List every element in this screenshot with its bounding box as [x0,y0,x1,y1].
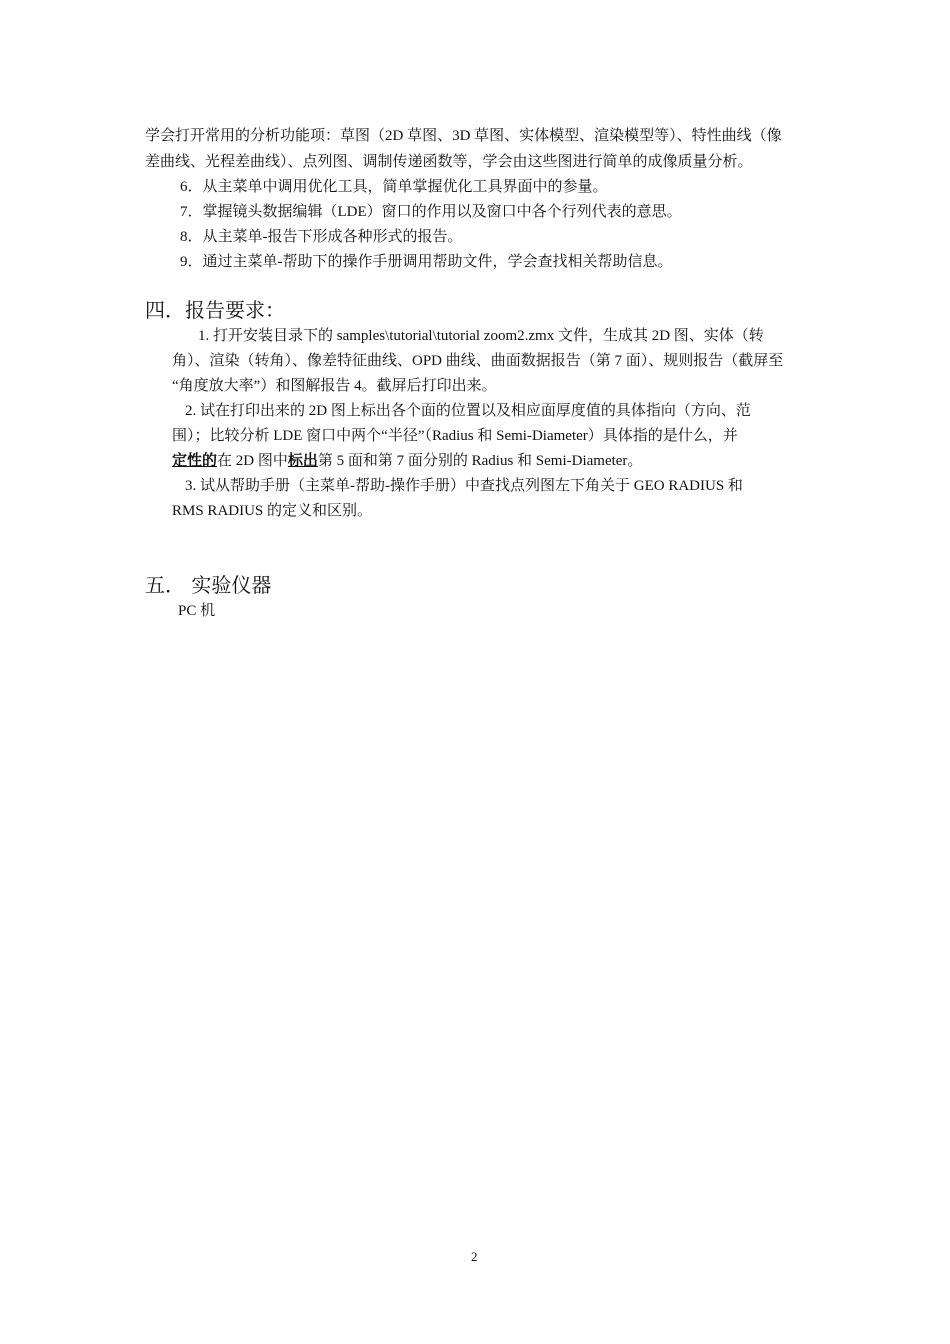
requirement-line [172,451,642,471]
requirement-line: 1. 打开安装目录下的 samples\tutorial\tutorial zoom2.zmx 文件，生成其 2D 图、实体（转 [198,328,764,344]
requirement-line: 围）；比较分析 LDE 窗口中两个“半径”（Radius 和 Semi-Diameter）具体指的是什么，并 [172,428,738,444]
section-content: PC 机 [178,603,216,619]
requirement-line: “角度放大率”）和图解报告 4。截屏后打印出来。 [172,378,497,394]
text-span: 第 5 面和第 7 面分别的 Radius 和 Semi-Diameter。 [317,453,643,469]
requirement-line: 2. 试在打印出来的 2D 图上标出各个面的位置以及相应面厚度值的具体指向（方向、范 [185,403,751,419]
emphasis-text: 定性的 [172,453,218,469]
section-heading: 四．报告要求： [145,298,285,322]
requirement-line: 角）、渲染（转角）、像差特征曲线、OPD 曲线、曲面数据报告（第 7 面）、规则报告（截屏至 [172,353,784,369]
requirement-line: RMS RADIUS 的定义和区别。 [172,503,373,519]
text-span: 在 2D 图中 [217,453,288,469]
requirement-line: 3. 试从帮助手册（主菜单-帮助-操作手册）中查找点列图左下角关于 GEO RADIUS 和 [185,478,743,494]
list-item: 9．通过主菜单-帮助下的操作手册调用帮助文件，学会查找相关帮助信息。 [180,254,673,270]
list-item: 6．从主菜单中调用优化工具，简单掌握优化工具界面中的参量。 [180,179,608,195]
paragraph-line: 学会打开常用的分析功能项：草图（2D 草图、3D 草图、实体模型、渲染模型等）、特性曲线（像 [145,128,782,144]
page-number: 2 [471,1249,478,1264]
list-item: 7．掌握镜头数据编辑（LDE）窗口的作用以及窗口中各个行列代表的意思。 [180,204,682,220]
emphasis-text: 标出 [287,453,318,469]
section-heading: 五． 实验仪器 [145,573,272,597]
paragraph-line: 差曲线、光程差曲线）、点列图、调制传递函数等，学会由这些图进行简单的成像质量分析。 [145,154,753,170]
list-item: 8．从主菜单-报告下形成各种形式的报告。 [180,229,463,245]
